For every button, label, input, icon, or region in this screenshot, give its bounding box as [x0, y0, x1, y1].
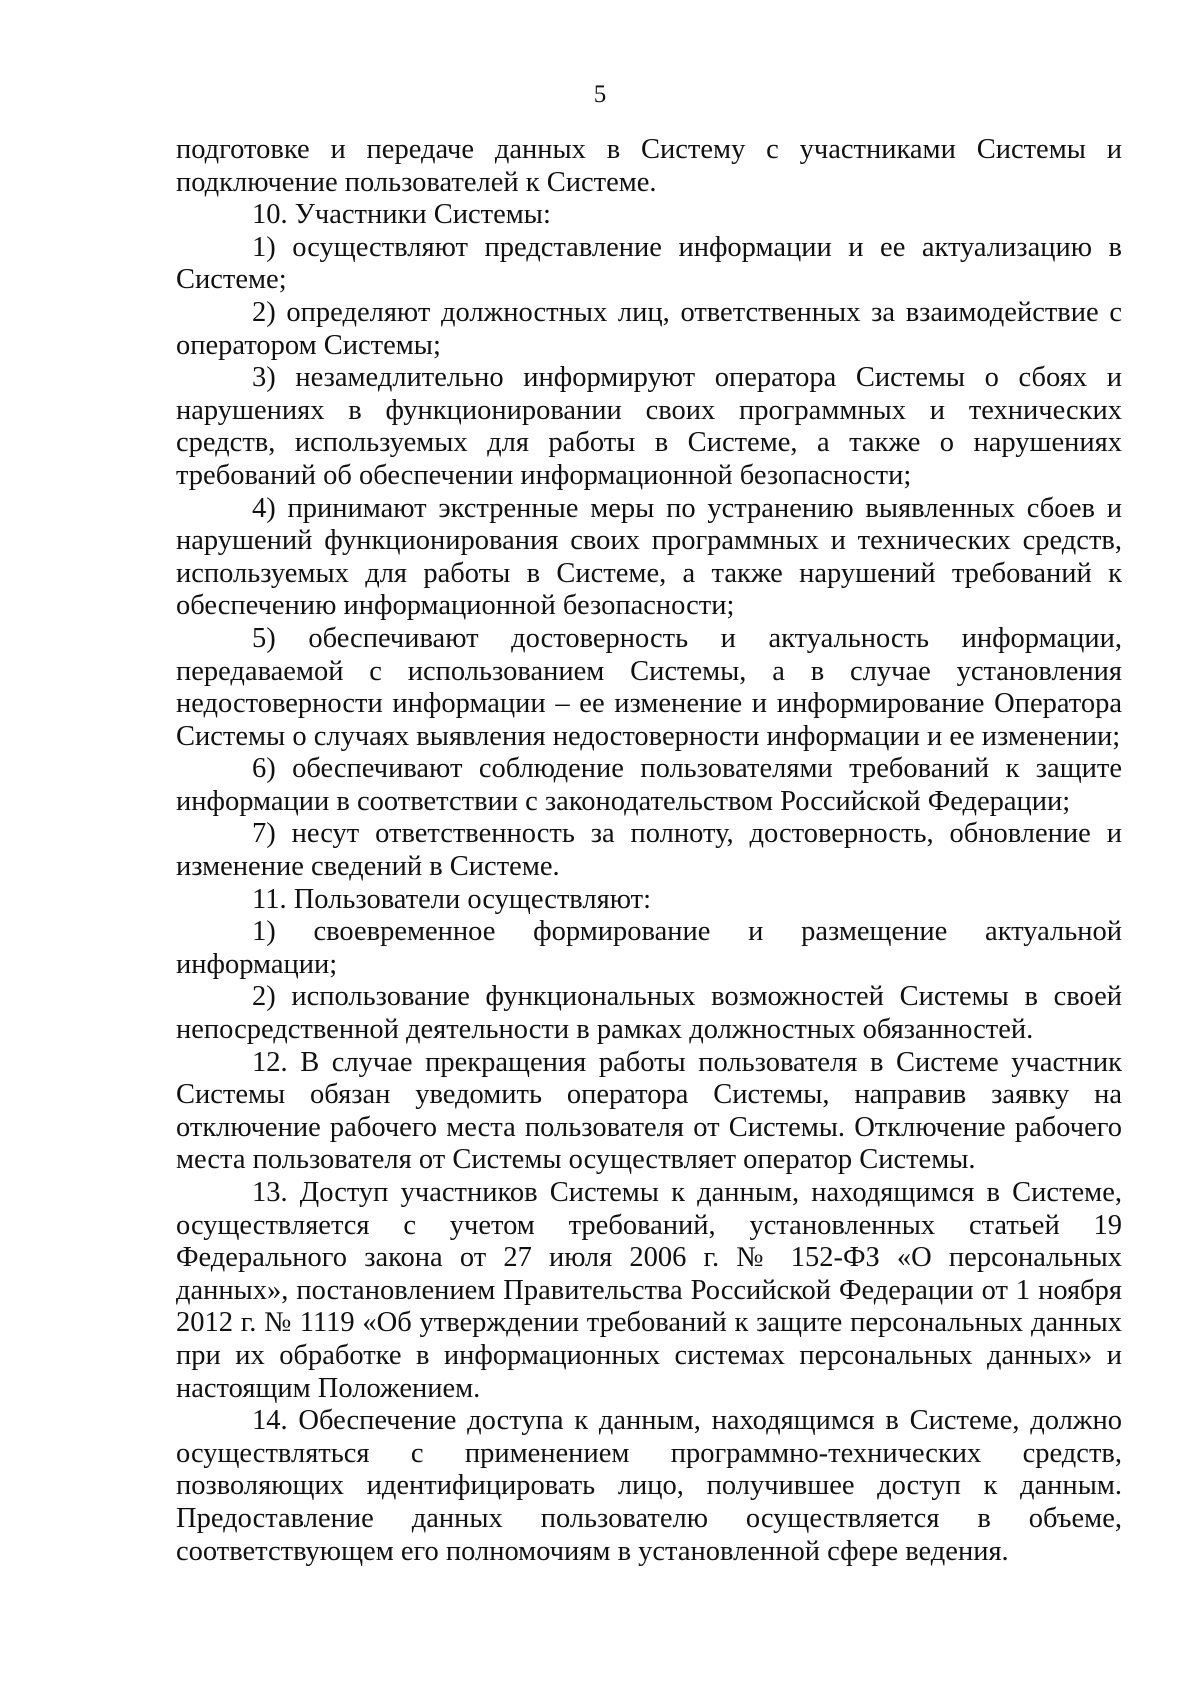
- document-body: [176, 134, 1122, 1568]
- paragraph-item-13: 13. Доступ участников Системы к данным, находящимся в Системе, осуществляется с учетом требований, установленных статьей 19 Федерального закона от 27 июля 2006 г. № 152-ФЗ «О персональных данных», постановлением Правительства Российской Федерации от 1 ноября 2012 г. № 1119 «Об утверждении требований к защите персональных данных при их обработке в информационных системах персональных данных» и настоящим Положением.: [176, 1177, 1122, 1404]
- paragraph-item-11: 11. Пользователи осуществляют:: [252, 883, 651, 915]
- paragraph-item-10-4: 4) принимают экстренные меры по устранению выявленных сбоев и нарушений функционирования своих программных и технических средств, используемых для работы в Системе, а также нарушений требований к обеспечению информационной безопасности;: [176, 492, 1122, 622]
- paragraph-item-10-3: 3) незамедлительно информируют оператора Системы о сбоях и нарушениях в функционировании своих программных и технических средств, используемых для работы в Системе, а также о нарушениях требований об обеспечении информационной безопасности;: [176, 362, 1122, 491]
- paragraph-item-10-2: 2) определяют должностных лиц, ответственных за взаимодействие с оператором Системы;: [176, 296, 1122, 361]
- paragraph-item-11-1: 1) своевременное формирование и размещение актуальной информации;: [176, 916, 1122, 980]
- paragraph-item-10-7: 7) несут ответственность за полноту, достоверность, обновление и изменение сведений в Системе.: [176, 818, 1122, 883]
- paragraph-item-10-1: 1) осуществляют представление информации и ее актуализацию в Системе;: [176, 231, 1122, 296]
- page-number: 5: [593, 81, 607, 108]
- paragraph-item-11-2: 2) использование функциональных возможностей Системы в своей непосредственной деятельности в рамках должностных обязанностей.: [176, 981, 1122, 1046]
- paragraph-item-14: 14. Обеспечение доступа к данным, находящимся в Системе, должно осуществляться с применением программно-технических средств, позволяющих идентифицировать лицо, получившее доступ к данным. Предоставление данных пользователю осуществляется в объеме, соответствующем его полномочиям в установленной сфере ведения.: [176, 1405, 1122, 1567]
- paragraph-item-10-5: 5) обеспечивают достоверность и актуальность информации, передаваемой с использованием Системы, а в случае установления недостоверности информации – ее изменение и информирование Оператора Системы о случаях выявления недостоверности информации и ее изменении;: [176, 622, 1122, 752]
- paragraph-item-10-6: 6) обеспечивают соблюдение пользователями требований к защите информации в соответствии с законодательством Российской Федерации;: [176, 753, 1122, 817]
- paragraph-item-10: 10. Участники Системы:: [252, 199, 551, 231]
- paragraph-item-12: 12. В случае прекращения работы пользователя в Системе участник Системы обязан уведомить оператора Системы, направив заявку на отключение рабочего места пользователя от Системы. Отключение рабочего места пользователя от Системы осуществляет оператор Системы.: [176, 1046, 1122, 1176]
- paragraph-continuation: подготовке и передаче данных в Систему с участниками Системы и подключение пользователей к Системе.: [176, 134, 1122, 198]
